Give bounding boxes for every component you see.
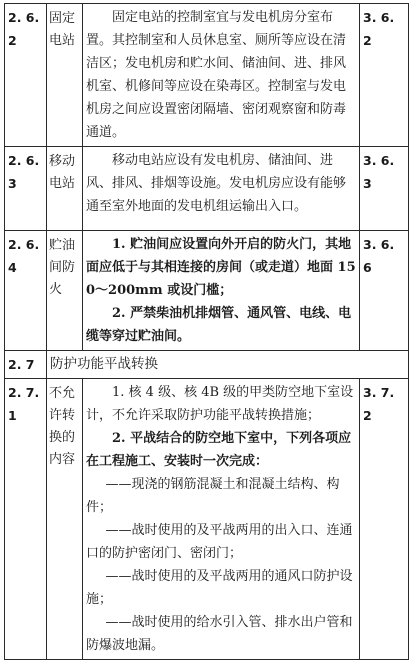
dash-item: ——战时使用的给水引入管、排水出户管和防爆波地漏。 — [86, 615, 353, 653]
section-row — [5, 351, 409, 379]
clause-body — [83, 4, 360, 147]
clause-body — [83, 231, 360, 351]
dash-item: ——战时使用的及平战两用的通风口防护设施； — [86, 569, 353, 607]
clause-text: 固定电站的控制室宜与发电机房分室布置。其控制室和人员休息室、厕所等应设在清洁区；发电机房和贮水间、储油间、进、排风机室、机修间等应设在染毒区。控制室与发电机房之间应设置密闭隔墙、密闭观察窗和防毒通道。 — [86, 10, 347, 140]
reference-number: 3. 6. 6 — [360, 231, 409, 351]
clause-number: 2. 6. 4 — [5, 231, 47, 351]
clause-body — [83, 147, 360, 231]
reference-number: 3. 7. 2 — [360, 379, 409, 660]
section-title: 防护功能平战转换 — [47, 351, 409, 379]
clause-number: 2. 6. 3 — [5, 147, 47, 231]
reference-number: 3. 6. 2 — [360, 4, 409, 147]
clause-name: 移动电站 — [47, 147, 83, 231]
dash-item: ——现浇的钢筋混凝土和混凝土结构、构件； — [86, 477, 340, 515]
code-table — [4, 3, 409, 660]
clause-item-2: 2. 平战结合的防空地下室中，下列各项应在工程施工、安装时一次完成： — [86, 431, 352, 469]
clause-item-2: 2. 严禁柴油机排烟管、通风管、电线、电缆等穿过贮油间。 — [86, 306, 352, 344]
clause-name: 不允许转换的内容 — [47, 379, 83, 660]
document-page — [4, 3, 408, 660]
reference-number: 3. 6. 3 — [360, 147, 409, 231]
section-number: 2. 7 — [5, 351, 47, 379]
clause-number: 2. 6. 2 — [5, 4, 47, 147]
clause-name: 固定电站 — [47, 4, 83, 147]
clause-name: 贮油间防火 — [47, 231, 83, 351]
table-row — [5, 147, 409, 231]
clause-text: 移动电站应设有发电机房、储油间、进风、排风、排烟等设施。发电机房应设有能够通至室外地面的发电机组运输出入口。 — [86, 153, 347, 214]
table-row — [5, 4, 409, 147]
dash-item: ——战时使用的及平战两用的出入口、连通口的防护密闭门、密闭门； — [86, 523, 353, 561]
clause-item-1: 1. 核 4 级、核 4B 级的甲类防空地下室设计，不允许采取防护功能平战转换措施； — [86, 385, 354, 423]
clause-item-1: 1. 贮油间应设置向外开启的防火门，其地面应低于与其相连接的房间（或走道）地面 150～200mm 或设门槛； — [86, 237, 356, 298]
table-row — [5, 231, 409, 351]
clause-number: 2. 7. 1 — [5, 379, 47, 660]
clause-body — [83, 379, 360, 660]
table-row — [5, 379, 409, 660]
